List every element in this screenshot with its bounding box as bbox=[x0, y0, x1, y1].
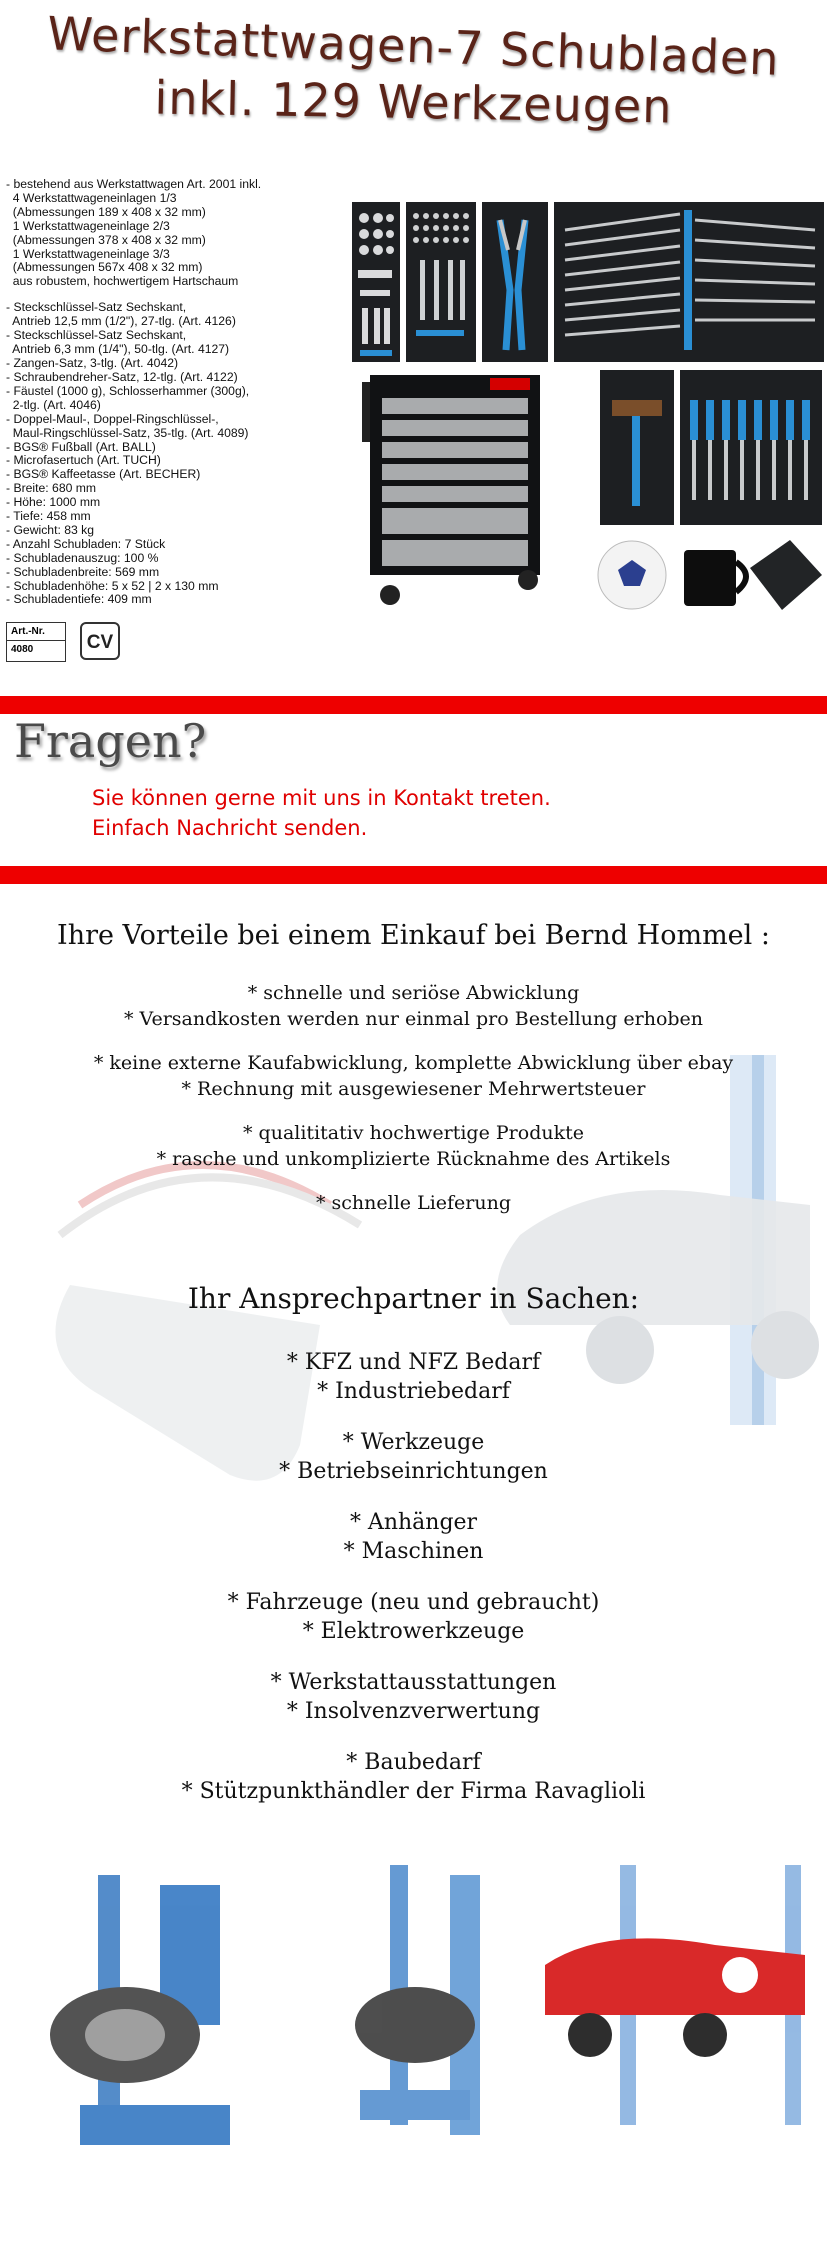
partner-item: * Stützpunkthändler der Firma Ravaglioli bbox=[181, 1779, 646, 1804]
product-image bbox=[350, 200, 825, 630]
advantage-item: * Rechnung mit ausgewiesener Mehrwertsteuer bbox=[181, 1077, 646, 1100]
spec-item: 2-tlg. (Art. 4046) bbox=[6, 397, 101, 412]
partner-item: * Werkstattausstattungen bbox=[270, 1670, 557, 1695]
partner-heading: Ihr Ansprechpartner in Sachen: bbox=[187, 1282, 640, 1315]
partner-item: * Werkzeuge bbox=[342, 1430, 485, 1455]
spec-item: - bestehend aus Werkstattwagen Art. 2001 inkl. bbox=[6, 177, 262, 191]
spacer bbox=[0, 1032, 827, 1051]
partner-item: * Insolvenzverwertung bbox=[286, 1699, 541, 1724]
spec-item: 1 Werkstattwageneinlage 2/3 bbox=[6, 218, 170, 233]
partner-item: * Baubedarf bbox=[346, 1750, 481, 1775]
spec-item: - Fäustel (1000 g), Schlosserhammer (300g), bbox=[6, 383, 250, 398]
cv-badge: CV bbox=[80, 622, 120, 660]
advantage-item: * keine externe Kaufabwicklung, komplette Abwicklung über ebay bbox=[93, 1052, 734, 1074]
spec-item: Antrieb 6,3 mm (1/4"), 50-tlg. (Art. 4127) bbox=[6, 342, 230, 357]
divider-red-bottom bbox=[0, 866, 827, 884]
spec-item: - Zangen-Satz, 3-tlg. (Art. 4042) bbox=[6, 356, 179, 371]
advantage-item: * rasche und unkomplizierte Rücknahme des Artikels bbox=[156, 1147, 671, 1170]
spec-item: - Schubladenbreite: 569 mm bbox=[6, 564, 160, 579]
spec-item: aus robustem, hochwertigem Hartschaum bbox=[6, 274, 239, 289]
spacer bbox=[0, 1172, 827, 1191]
spec-item: Antrieb 12,5 mm (1/2"), 27-tlg. (Art. 4126) bbox=[6, 314, 236, 329]
spec-item: - Breite: 680 mm bbox=[6, 481, 97, 496]
divider-red-top bbox=[0, 696, 827, 714]
spec-item: - Microfasertuch (Art. TUCH) bbox=[6, 453, 161, 468]
spacer bbox=[0, 1726, 827, 1748]
contact-line-1: Sie können gerne mit uns in Kontakt treten. bbox=[92, 786, 551, 810]
spec-item: - BGS® Fußball (Art. BALL) bbox=[6, 439, 156, 454]
spec-item: - Schubladenhöhe: 5 x 52 | 2 x 130 mm bbox=[6, 578, 219, 593]
partner-item: * Anhänger bbox=[349, 1510, 478, 1535]
spec-item: (Abmessungen 189 x 408 x 32 mm) bbox=[6, 204, 206, 219]
spec-item: - Steckschlüssel-Satz Sechskant, bbox=[6, 328, 187, 343]
spec-item: - Höhe: 1000 mm bbox=[6, 495, 101, 510]
spec-item: (Abmessungen 378 x 408 x 32 mm) bbox=[6, 232, 206, 247]
spec-item: - Schraubendreher-Satz, 12-tlg. (Art. 4122) bbox=[6, 369, 238, 384]
article-number-value: 4080 bbox=[11, 644, 34, 655]
spacer bbox=[0, 1102, 827, 1121]
spec-item: - Tiefe: 458 mm bbox=[6, 509, 91, 524]
spacer bbox=[0, 1646, 827, 1668]
article-number-box bbox=[6, 622, 66, 662]
product-collage-svg bbox=[350, 200, 825, 630]
spec-item: 1 Werkstattwageneinlage 3/3 bbox=[6, 246, 170, 261]
advantages-list bbox=[0, 981, 827, 1217]
partner-item: * Industriebedarf bbox=[317, 1379, 510, 1404]
title-line-1: Werkstattwagen-7 Schubladen bbox=[46, 6, 781, 86]
spec-list bbox=[6, 178, 346, 607]
advantage-item: * qualititativ hochwertige Produkte bbox=[243, 1122, 584, 1144]
partner-list bbox=[0, 1348, 827, 1806]
partner-item: * Elektrowerkzeuge bbox=[302, 1619, 525, 1644]
spacer bbox=[0, 1406, 827, 1428]
advantage-item: * Versandkosten werden nur einmal pro Bestellung erhoben bbox=[123, 1007, 704, 1030]
spec-item: - Doppel-Maul-, Doppel-Ringschlüssel-, bbox=[6, 411, 219, 426]
questions-heading: Fragen? bbox=[14, 714, 207, 768]
title-line-2: inkl. 129 Werkzeugen bbox=[154, 70, 673, 134]
advantages-heading: Ihre Vorteile bei einem Einkauf bei Bernd Hommel : bbox=[57, 920, 770, 951]
contact-text bbox=[92, 783, 551, 843]
spec-item: - Schubladenauszug: 100 % bbox=[6, 550, 159, 565]
partner-item: * Fahrzeuge (neu und gebraucht) bbox=[227, 1590, 600, 1615]
spec-item: 4 Werkstattwageneinlagen 1/3 bbox=[6, 190, 177, 205]
spec-item: - BGS® Kaffeetasse (Art. BECHER) bbox=[6, 467, 201, 482]
spec-item: - Schubladentiefe: 409 mm bbox=[6, 592, 152, 607]
spacer bbox=[0, 1486, 827, 1508]
spec-item: - Anzahl Schubladen: 7 Stück bbox=[6, 536, 166, 551]
partner-item: * KFZ und NFZ Bedarf bbox=[286, 1350, 541, 1375]
page-title bbox=[0, 6, 827, 134]
article-number-label: Art.-Nr. bbox=[7, 623, 65, 641]
advantage-item: * schnelle Lieferung bbox=[315, 1192, 512, 1214]
partner-item: * Betriebseinrichtungen bbox=[279, 1459, 548, 1484]
partner-item: * Maschinen bbox=[343, 1539, 484, 1564]
spec-item: - Gewicht: 83 kg bbox=[6, 522, 95, 537]
spec-item: - Steckschlüssel-Satz Sechskant, bbox=[6, 300, 187, 315]
spacer bbox=[0, 1566, 827, 1588]
spec-item: (Abmessungen 567x 408 x 32 mm) bbox=[6, 260, 203, 275]
spec-item: Maul-Ringschlüssel-Satz, 35-tlg. (Art. 4089) bbox=[6, 425, 249, 440]
advantage-item: * schnelle und seriöse Abwicklung bbox=[247, 982, 580, 1004]
contact-line-2: Einfach Nachricht senden. bbox=[92, 816, 368, 840]
